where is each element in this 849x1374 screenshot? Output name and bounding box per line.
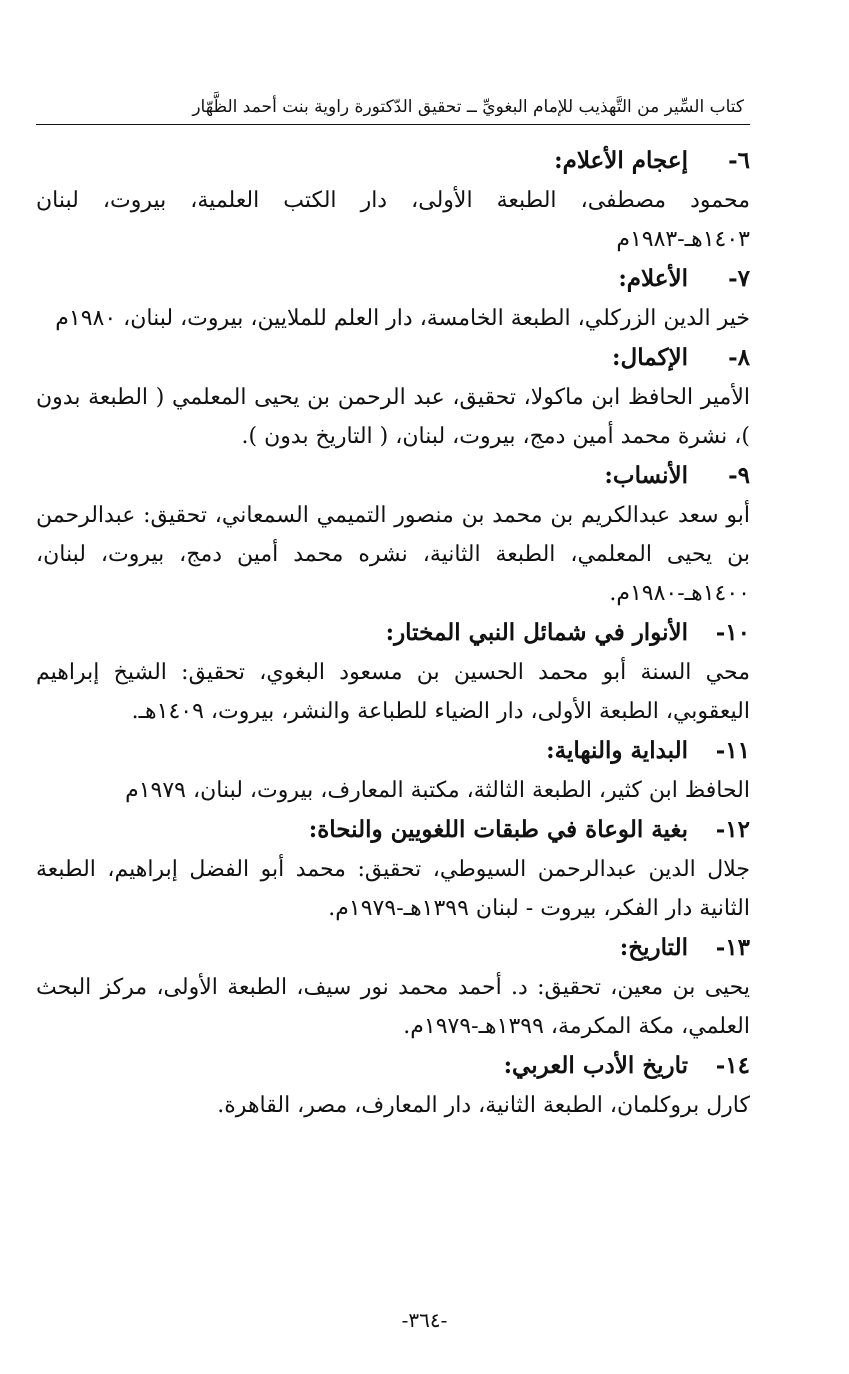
entry-body: جلال الدين عبدالرحمن السيوطي، تحقيق: محمد أبو الفضل إبراهيم، الطبعة الثانية دار الفكر، بيروت - لبنان ١٣٩٩هـ-١٩٧٩م.: [36, 857, 750, 921]
entry-body: محي السنة أبو محمد الحسين بن مسعود البغوي، تحقيق: الشيخ إبراهيم اليعقوبي، الطبعة الأولى، دار الضياء للطباعة والنشر، بيروت، ١٤٠٩هـ.: [36, 660, 750, 724]
entry-title: الأنوار في شمائل النبي المختار:: [385, 619, 688, 646]
entry-body: كارل بروكلمان، الطبعة الثانية، دار المعارف، مصر، القاهرة.: [217, 1093, 750, 1118]
entry-number: ١١-: [715, 737, 750, 764]
bibliography-entry: [36, 731, 750, 810]
entry-body: يحيى بن معين، تحقيق: د. أحمد محمد نور سيف، الطبعة الأولى، مركز البحث العلمي، مكة المكرمة، ١٣٩٩هـ-١٩٧٩م.: [36, 975, 750, 1039]
entry-body: الحافظ ابن كثير، الطبعة الثالثة، مكتبة المعارف، بيروت، لبنان، ١٩٧٩م: [125, 778, 750, 803]
entry-title: الإكمال:: [612, 344, 688, 371]
bibliography-entry: [36, 810, 750, 928]
entry-body: الأمير الحافظ ابن ماكولا، تحقيق، عبد الرحمن بن يحيى المعلمي ( الطبعة بدون )، نشرة محمد أمين دمج، بيروت، لبنان، ( التاريخ بدون ).: [36, 385, 750, 449]
running-header: كتاب السِّير من التَّهذيب للإمام البغويِّ ــ تحقيق الدّكتورة راوية بنت أحمد الظَّهّار: [192, 97, 744, 117]
entry-title: الأنساب:: [604, 462, 688, 489]
entry-body: أبو سعد عبدالكريم بن محمد بن منصور التميمي السمعاني، تحقيق: عبدالرحمن بن يحيى المعلمي، الطبعة الثانية، نشره محمد أمين دمج، بيروت، لبنان، ١٤٠٠هـ-١٩٨٠م.: [36, 503, 750, 606]
entry-number: ١٠-: [715, 619, 750, 646]
bibliography-entry: [36, 456, 750, 613]
entry-body: محمود مصطفى، الطبعة الأولى، دار الكتب العلمية، بيروت، لبنان ١٤٠٣هـ-١٩٨٣م: [36, 188, 750, 252]
entry-number: ١٢-: [715, 816, 750, 843]
entry-number: ٦-: [728, 147, 750, 174]
entry-title: إعجام الأعلام:: [554, 147, 688, 174]
page-number: -٣٦٤-: [401, 1308, 448, 1332]
entry-number: ٩-: [728, 462, 750, 489]
entry-title: تاريخ الأدب العربي:: [503, 1052, 688, 1079]
entry-title: التاريخ:: [619, 934, 688, 961]
entry-title: الأعلام:: [618, 265, 688, 292]
header-rule: [36, 124, 750, 125]
bibliography-entry: [36, 613, 750, 731]
entry-body: خير الدين الزركلي، الطبعة الخامسة، دار العلم للملايين، بيروت، لبنان، ١٩٨٠م: [55, 306, 750, 331]
bibliography-entry: [36, 259, 750, 338]
entry-number: ٧-: [728, 265, 750, 292]
document-page: [36, 60, 750, 1360]
bibliography-entry: [36, 928, 750, 1046]
entry-number: ١٤-: [715, 1052, 750, 1079]
entry-title: بغية الوعاة في طبقات اللغويين والنحاة:: [308, 816, 688, 843]
entry-title: البداية والنهاية:: [546, 737, 688, 764]
entry-number: ١٣-: [715, 934, 750, 961]
bibliography-entry: [36, 338, 750, 456]
bibliography-entry: [36, 1046, 750, 1125]
bibliography-list: [36, 141, 750, 1125]
entry-number: ٨-: [728, 344, 750, 371]
bibliography-entry: [36, 141, 750, 259]
